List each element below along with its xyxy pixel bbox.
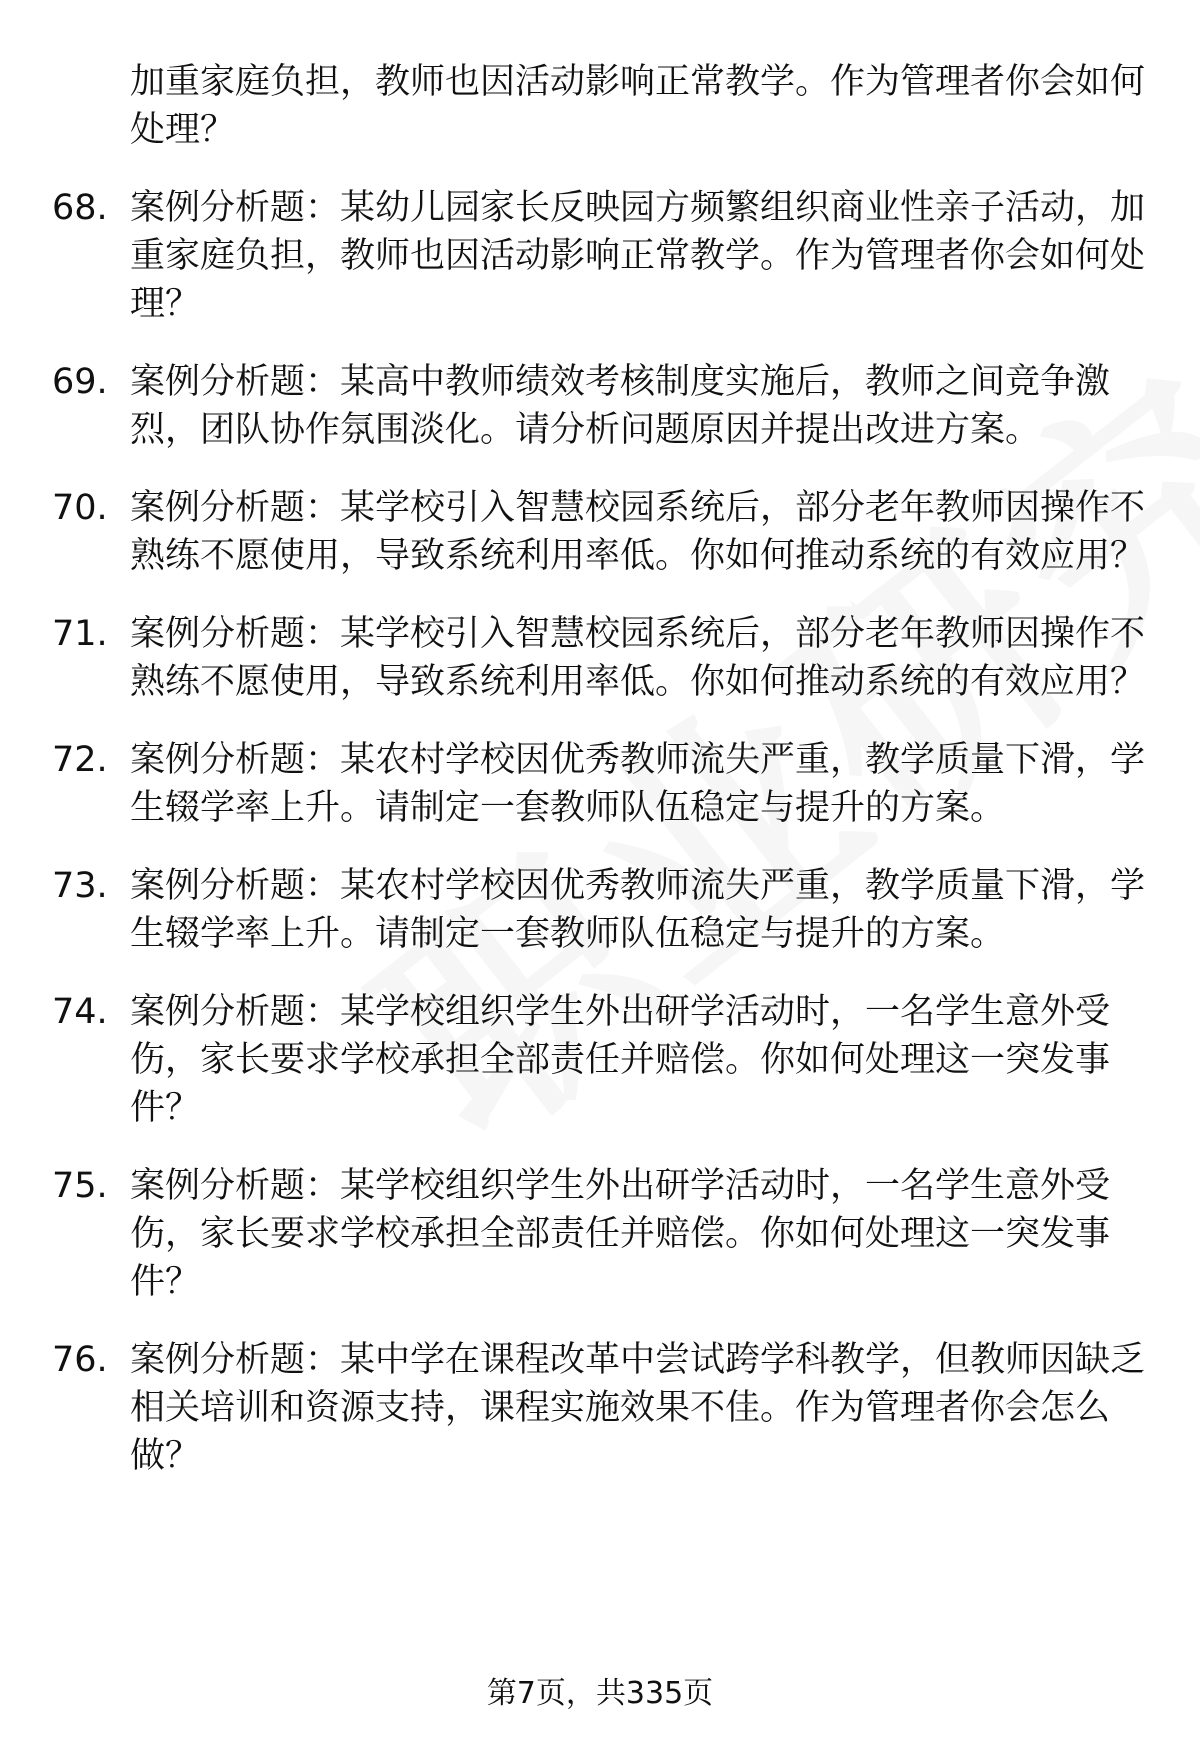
question-item	[52, 1336, 1152, 1480]
question-text: 案例分析题：某高中教师绩效考核制度实施后，教师之间竞争激烈，团队协作氛围淡化。请分析问题原因并提出改进方案。	[130, 362, 1111, 450]
question-text: 加重家庭负担，教师也因活动影响正常教学。作为管理者你会如何处理？	[130, 62, 1146, 150]
question-item	[52, 736, 1152, 832]
question-item	[52, 358, 1152, 454]
question-number: 72.	[52, 740, 108, 780]
question-number: 71.	[52, 614, 108, 654]
question-number: 74.	[52, 992, 108, 1032]
question-text: 案例分析题：某学校引入智慧校园系统后，部分老年教师因操作不熟练不愿使用，导致系统利用率低。你如何推动系统的有效应用？	[130, 488, 1146, 576]
question-text: 案例分析题：某学校组织学生外出研学活动时，一名学生意外受伤，家长要求学校承担全部责任并赔偿。你如何处理这一突发事件？	[130, 1166, 1111, 1302]
continued-question	[52, 58, 1152, 154]
question-number: 69.	[52, 362, 108, 402]
question-item	[52, 610, 1152, 706]
question-number: 70.	[52, 488, 108, 528]
question-number: 75.	[52, 1166, 108, 1206]
question-number: 68.	[52, 188, 108, 228]
question-text: 案例分析题：某农村学校因优秀教师流失严重，教学质量下滑，学生辍学率上升。请制定一套教师队伍稳定与提升的方案。	[130, 866, 1146, 954]
question-item	[52, 484, 1152, 580]
question-text: 案例分析题：某幼儿园家长反映园方频繁组织商业性亲子活动，加重家庭负担，教师也因活动影响正常教学。作为管理者你会如何处理？	[130, 188, 1146, 324]
question-item	[52, 988, 1152, 1132]
question-text: 案例分析题：某农村学校因优秀教师流失严重，教学质量下滑，学生辍学率上升。请制定一套教师队伍稳定与提升的方案。	[130, 740, 1146, 828]
question-text: 案例分析题：某学校引入智慧校园系统后，部分老年教师因操作不熟练不愿使用，导致系统利用率低。你如何推动系统的有效应用？	[130, 614, 1146, 702]
question-item	[52, 1162, 1152, 1306]
question-item	[52, 184, 1152, 328]
question-number: 76.	[52, 1340, 108, 1380]
page-footer: 第7页，共335页	[486, 1676, 714, 1711]
question-list	[52, 58, 1152, 1510]
question-number: 73.	[52, 866, 108, 906]
question-text: 案例分析题：某中学在课程改革中尝试跨学科教学，但教师因缺乏相关培训和资源支持，课程实施效果不佳。作为管理者你会怎么做？	[130, 1340, 1146, 1476]
question-text: 案例分析题：某学校组织学生外出研学活动时，一名学生意外受伤，家长要求学校承担全部责任并赔偿。你如何处理这一突发事件？	[130, 992, 1111, 1128]
question-number	[52, 58, 130, 154]
question-item	[52, 862, 1152, 958]
